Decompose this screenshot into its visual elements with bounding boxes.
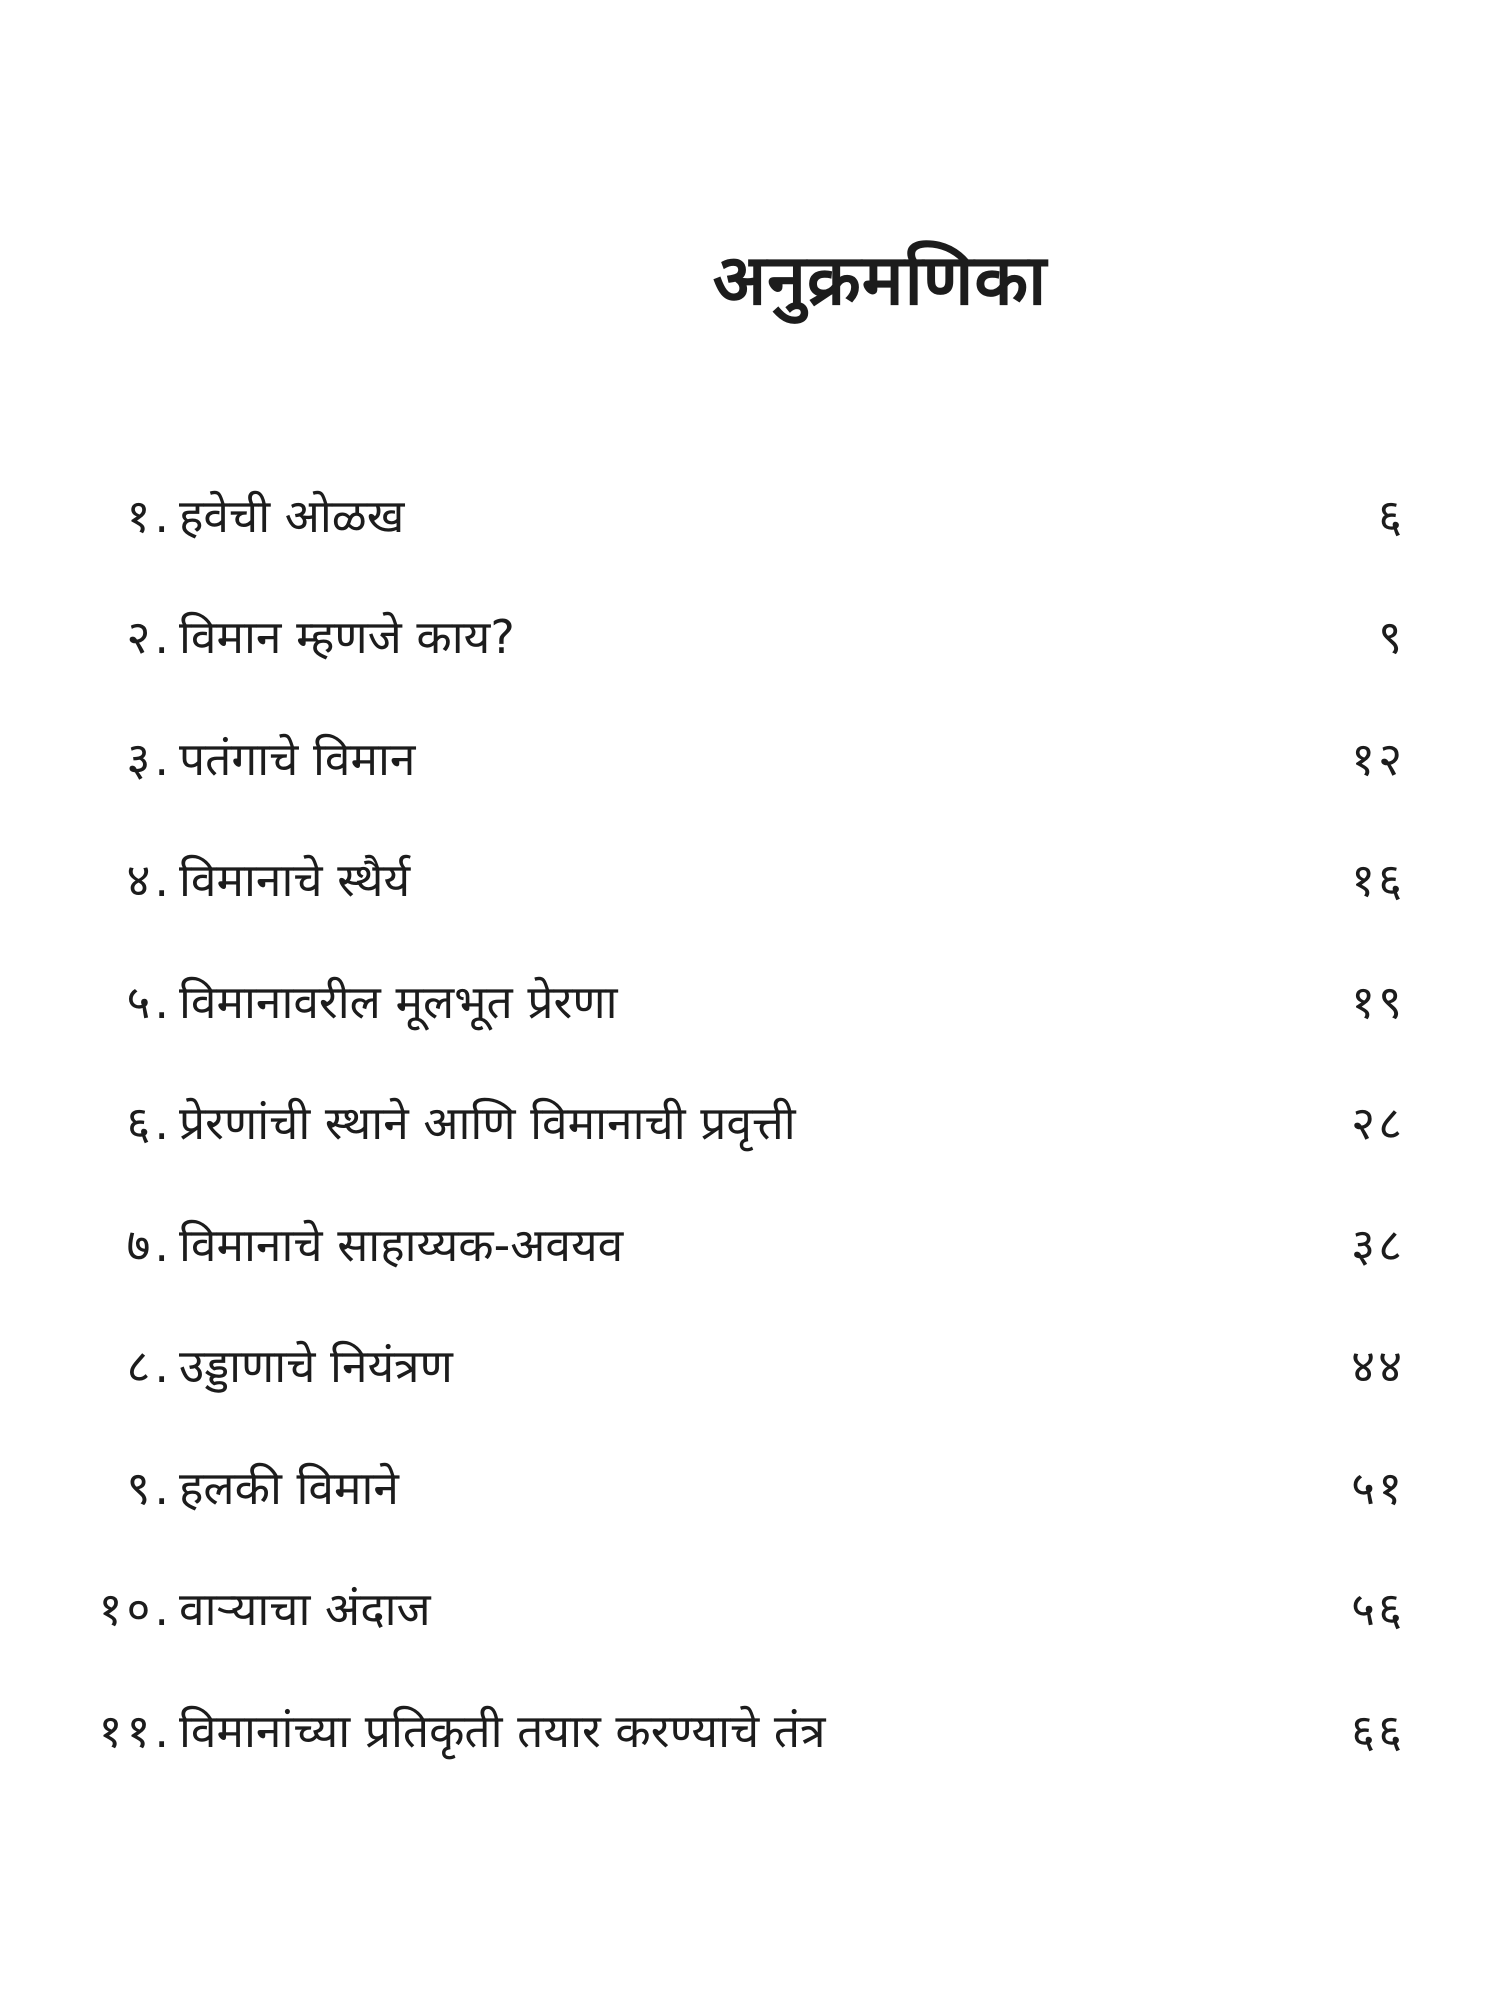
toc-row bbox=[85, 1306, 1405, 1428]
page-number: ६ bbox=[1378, 488, 1405, 543]
chapter-title: उड्डाणाचे नियंत्रण bbox=[179, 1339, 453, 1394]
chapter-title: विमानाचे स्थैर्य bbox=[179, 853, 411, 908]
toc-entry bbox=[85, 1701, 825, 1761]
chapter-number: १०. bbox=[98, 1582, 173, 1637]
chapter-number: ५. bbox=[126, 974, 173, 1029]
toc-entry bbox=[85, 1215, 623, 1275]
toc-entry bbox=[85, 1579, 431, 1639]
toc-entry bbox=[85, 486, 404, 546]
chapter-title: विमानांच्या प्रतिकृती तयार करण्याचे तंत्र bbox=[179, 1703, 826, 1758]
page-number: २८ bbox=[1351, 1096, 1405, 1151]
chapter-number: ४. bbox=[126, 853, 173, 908]
chapter-title: हवेची ओळख bbox=[179, 488, 405, 543]
page-number: ४४ bbox=[1351, 1339, 1405, 1394]
toc-entry bbox=[85, 607, 515, 667]
toc-entry bbox=[85, 1336, 453, 1396]
toc-row bbox=[85, 455, 1405, 577]
chapter-title: विमानाचे साहाय्यक-अवयव bbox=[179, 1217, 624, 1272]
page-number: १२ bbox=[1351, 731, 1405, 786]
toc-row bbox=[85, 1670, 1405, 1792]
toc-row bbox=[85, 1184, 1405, 1306]
page-number: ५६ bbox=[1351, 1582, 1405, 1637]
chapter-number: २. bbox=[126, 610, 173, 665]
chapter-number: ३. bbox=[126, 731, 173, 786]
chapter-number: १. bbox=[126, 488, 173, 543]
toc-entry bbox=[85, 729, 415, 789]
toc-row bbox=[85, 941, 1405, 1063]
toc-row bbox=[85, 1063, 1405, 1185]
chapter-title: हलकी विमाने bbox=[179, 1460, 399, 1515]
page-number: ६६ bbox=[1351, 1703, 1405, 1758]
toc-entry bbox=[85, 850, 410, 910]
toc-entry bbox=[85, 972, 618, 1032]
toc-entry bbox=[85, 1458, 399, 1518]
page-number: ९ bbox=[1378, 610, 1405, 665]
chapter-number: ६. bbox=[126, 1096, 173, 1151]
toc-row bbox=[85, 820, 1405, 942]
page-number: १६ bbox=[1351, 853, 1405, 908]
toc-entry bbox=[85, 1093, 796, 1153]
chapter-number: ९. bbox=[126, 1460, 173, 1515]
toc-row bbox=[85, 577, 1405, 699]
page-number: १९ bbox=[1351, 974, 1405, 1029]
chapter-number: ८. bbox=[126, 1339, 173, 1394]
table-of-contents bbox=[85, 455, 1405, 1792]
toc-row bbox=[85, 1549, 1405, 1671]
toc-row bbox=[85, 698, 1405, 820]
chapter-number: ७. bbox=[126, 1217, 173, 1272]
toc-row bbox=[85, 1427, 1405, 1549]
chapter-title: पतंगाचे विमान bbox=[179, 731, 416, 786]
chapter-title: विमान म्हणजे काय? bbox=[179, 610, 515, 665]
chapter-title: विमानावरील मूलभूत प्रेरणा bbox=[179, 974, 618, 1029]
page-title: अनुक्रमणिका bbox=[712, 239, 1048, 321]
chapter-number: ११. bbox=[98, 1703, 173, 1758]
page-number: ५१ bbox=[1351, 1460, 1405, 1515]
chapter-title: वाऱ्याचा अंदाज bbox=[179, 1582, 431, 1637]
page-number: ३८ bbox=[1351, 1217, 1405, 1272]
chapter-title: प्रेरणांची स्थाने आणि विमानाची प्रवृत्ती bbox=[179, 1096, 796, 1151]
